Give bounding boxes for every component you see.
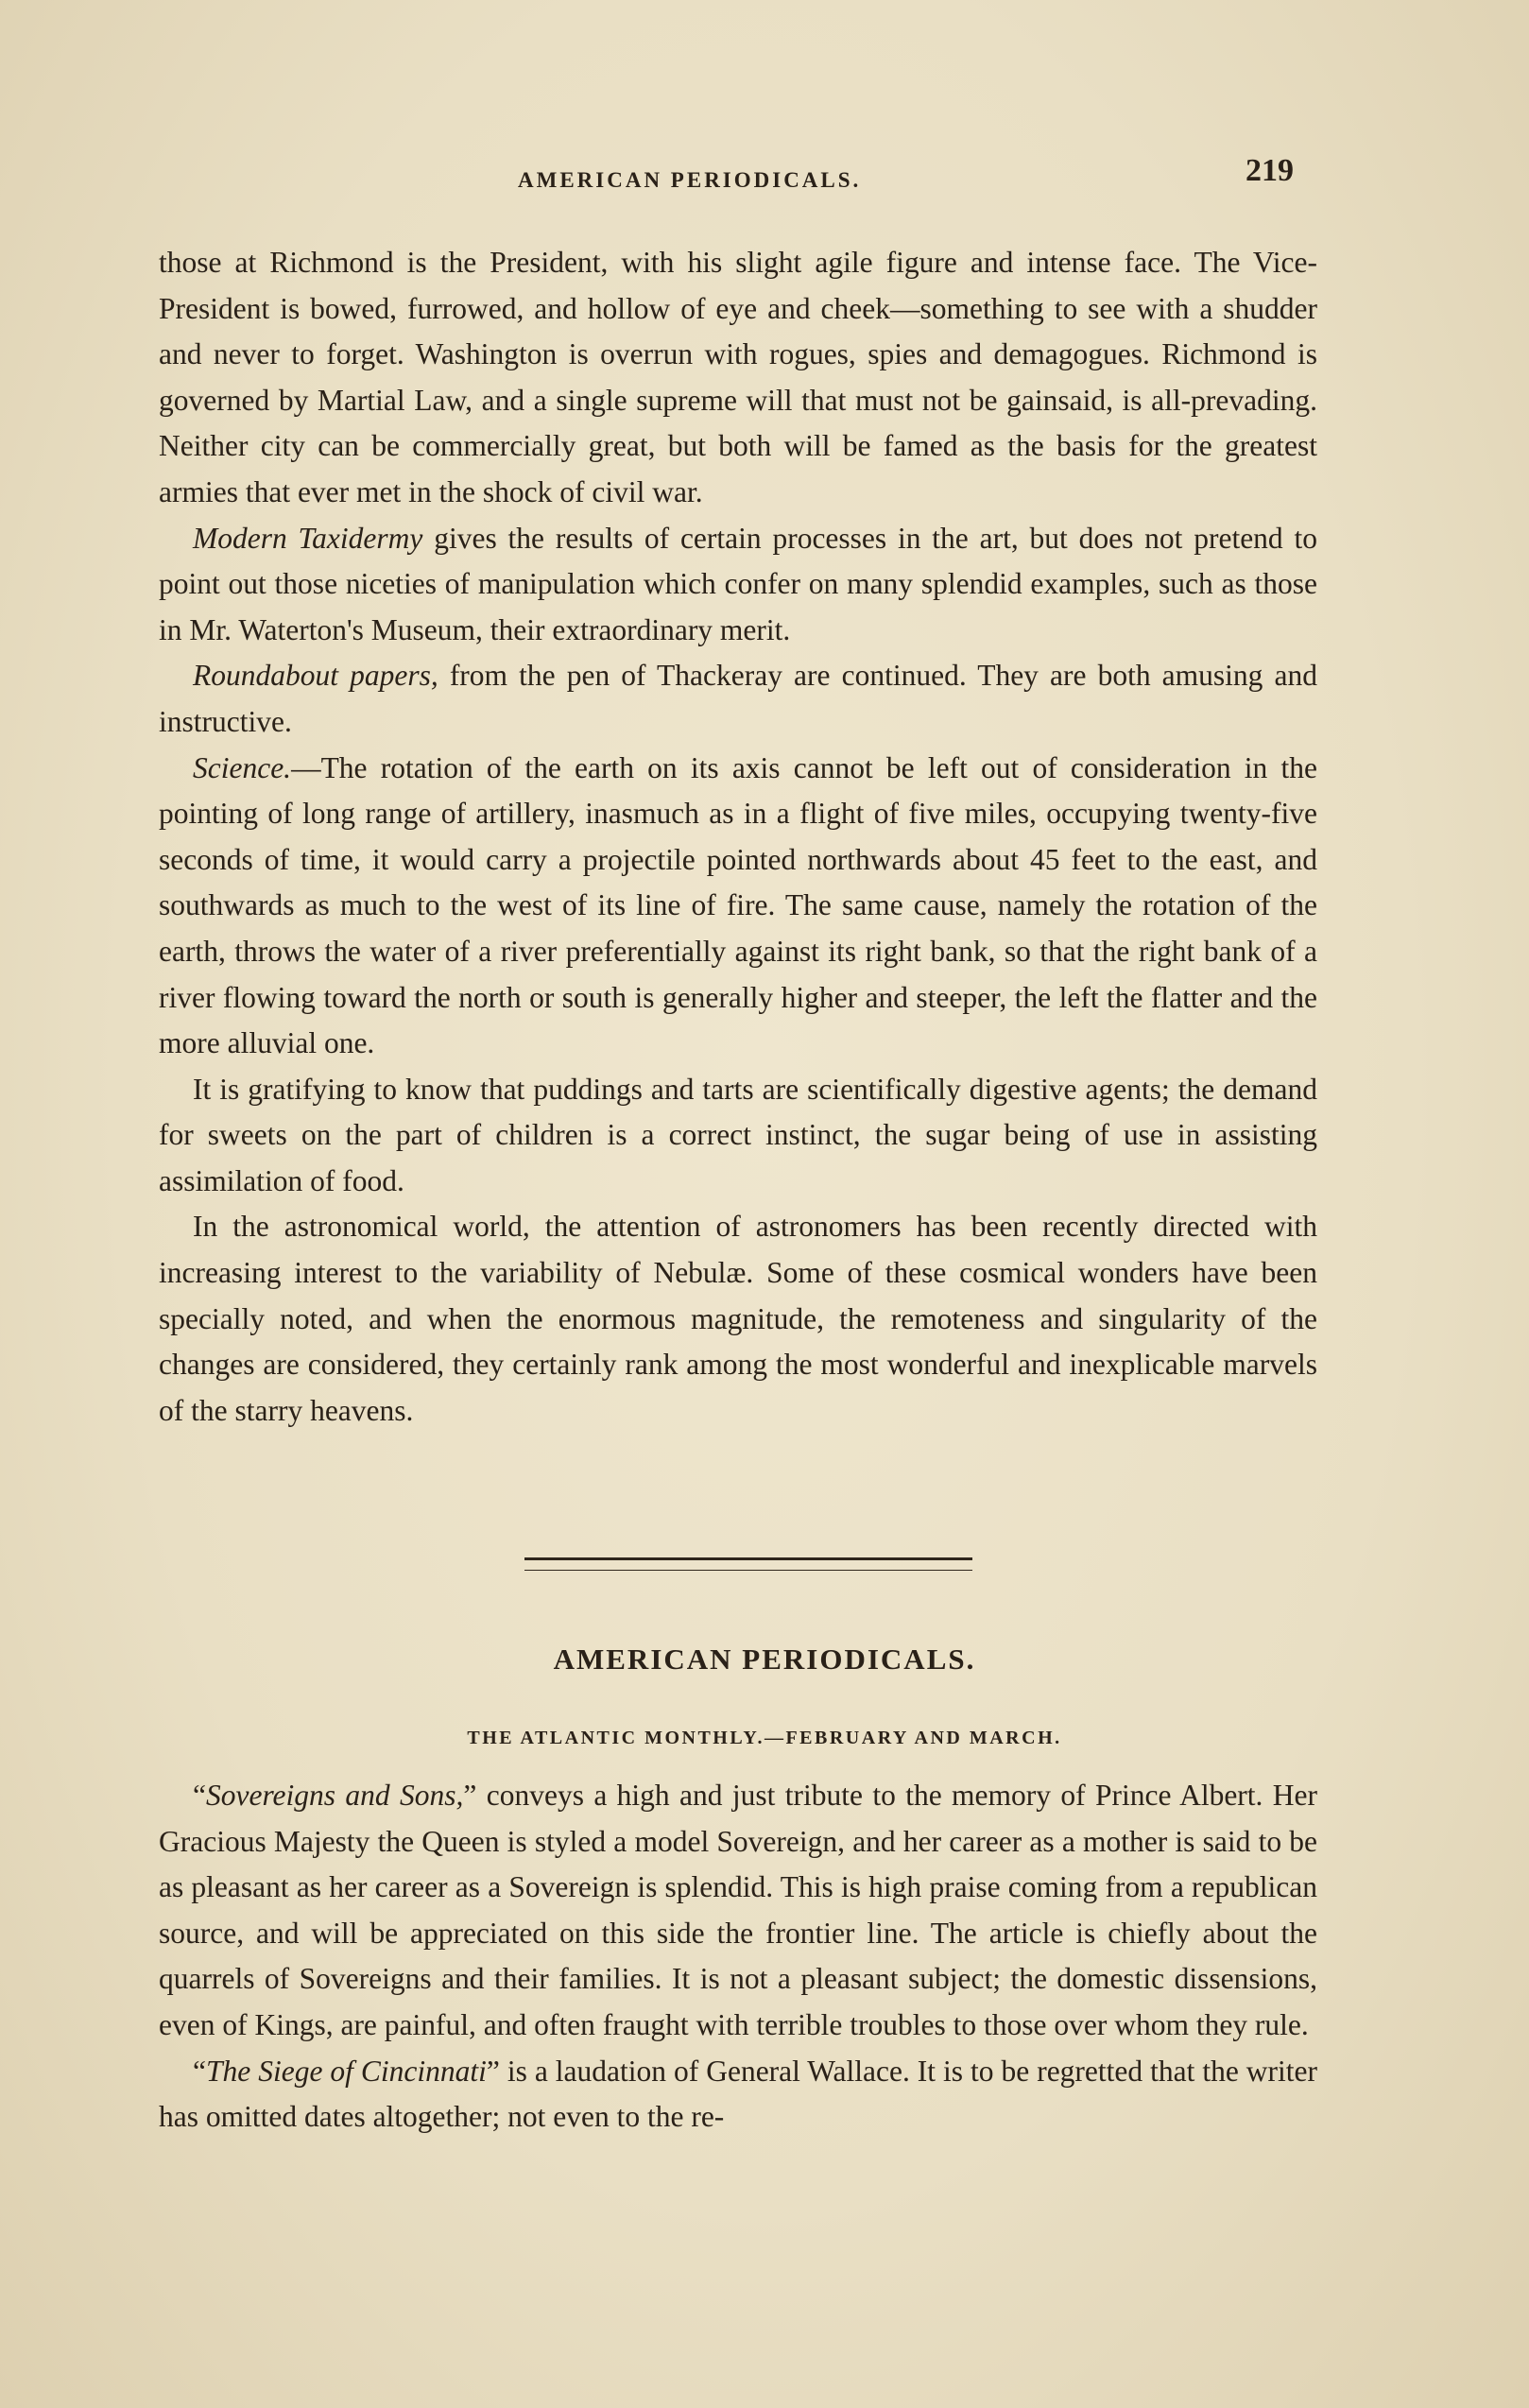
- paragraph-nebulae: In the astronomical world, the attention of astronomers has been recently directed with increasing interest to the variability of Nebulæ. Some of these cosmical wonders have been specially noted, and when the enormous magnitude, the remoteness and singularity of the changes are considered, they certainly rank among the most wonderful and inexplicable marvels of the starry heavens.: [159, 1210, 1317, 1427]
- paragraph-sovereigns: [159, 1773, 1317, 2049]
- paragraph-richmond: those at Richmond is the President, with his slight agile figure and intense face. The Vice-President is bowed, furrowed, and hollow of eye and cheek—something to see with a shudder and never to forget. Washington is overrun with rogues, spies and demagogues. Richmond is governed by Martial Law, and a single supreme will that must not be gainsaid, is all-prevading. Neither city can be commercially great, but both will be famed as the basis for the greatest armies that ever met in the shock of civil war.: [159, 246, 1317, 508]
- science-text: —The rotation of the earth on its axis cannot be left out of consideration in the pointing of long range of artillery, inasmuch as in a flight of five miles, occupying twenty-five seconds of time, it would carry a projectile pointed northwards about 45 feet to the east, and southwards as much to the west of its line of fire. The same cause, namely the rotation of the earth, throws the water of a river preferentially against its right bank, so that the right bank of a river flowing toward the north or south is generally higher and steeper, the left the flatter and the more alluvial one.: [159, 750, 1317, 1060]
- double-rule-divider: [524, 1557, 972, 1571]
- sovereigns-text: ” conveys a high and just tribute to the memory of Prince Albert. Her Gracious Majesty the Queen is styled a model Sovereign, and her career as a mother is said to be as pleasant as her career as a Sovereign is splendid. This is high praise coming from a republican source, and will be appreciated on this side the frontier line. The article is chiefly about the quarrels of Sovereigns and their families. It is not a pleasant subject; the domestic dissensions, even of Kings, are painful, and often fraught with terrible troubles to those over whom they rule.: [159, 1779, 1317, 2041]
- paragraph-puddings: It is gratifying to know that puddings and tarts are scientifically digestive agents; the demand for sweets on the part of children is a correct instinct, the sugar being of use in assisting assimilation of food.: [159, 1072, 1317, 1197]
- article-continuation: [159, 240, 1317, 1434]
- taxidermy-title: Modern Taxidermy: [193, 521, 423, 555]
- paragraph-cincinnati: [159, 2049, 1317, 2141]
- paragraph-science: [159, 746, 1317, 1067]
- sovereigns-title: Sovereigns and Sons,: [205, 1779, 464, 1812]
- cincinnati-text: ” is a laudation of General Wallace. It is to be regretted that the writer has omitted dates altogether; not even to the re-: [159, 2054, 1317, 2134]
- running-head: AMERICAN PERIODICALS.: [518, 168, 862, 192]
- roundabout-title: Roundabout papers,: [193, 659, 438, 693]
- roundabout-text: from the pen of Thackeray are continued. They are both amusing and instructive.: [159, 659, 1317, 738]
- science-title: Science.: [193, 750, 292, 784]
- cincinnati-title: The Siege of Cincinnati: [205, 2054, 487, 2088]
- periodicals-review: [159, 1773, 1317, 2141]
- page-number: 219: [1246, 153, 1294, 188]
- taxidermy-text: gives the results of certain processes in the art, but does not pretend to point out those niceties of manipulation which confer on many splendid examples, such as those in Mr. Waterton's Museum, their extraordinary merit.: [159, 521, 1318, 646]
- section-subtitle: THE ATLANTIC MONTHLY.—FEBRUARY AND MARCH.: [467, 1728, 1062, 1748]
- paragraph-taxidermy: [159, 516, 1317, 654]
- paragraph-roundabout: [159, 653, 1317, 745]
- section-title: AMERICAN PERIODICALS.: [553, 1643, 976, 1676]
- cincinnati-open-quote: “: [193, 2054, 206, 2088]
- sovereigns-open-quote: “: [193, 1779, 206, 1812]
